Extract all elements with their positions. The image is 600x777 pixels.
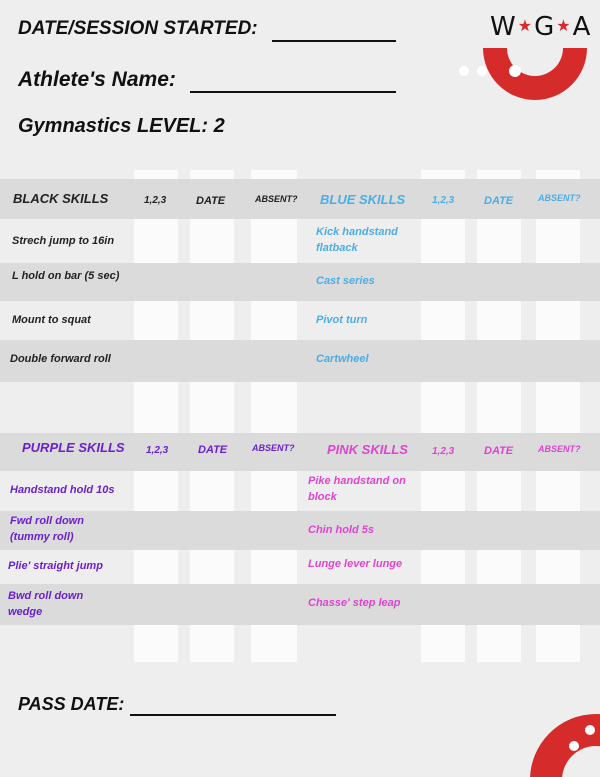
purple-skills-title: PURPLE SKILLS xyxy=(22,440,125,455)
date-session-label: DATE/SESSION STARTED: xyxy=(18,18,258,39)
col-date-header: DATE xyxy=(484,445,514,457)
purple-skill-item: Bwd roll down wedge xyxy=(8,590,84,618)
date-session-field[interactable] xyxy=(272,40,396,42)
col-absent-header: ABSENT? xyxy=(538,444,581,454)
pass-date-field[interactable] xyxy=(130,714,336,716)
col-attempts-header: 1,2,3 xyxy=(432,446,455,457)
logo-ring-icon xyxy=(455,40,600,105)
pink-skill-item: Chasse' step leap xyxy=(308,597,401,609)
pink-skill-item: Pike handstand on block xyxy=(308,475,406,503)
blue-skills-title: BLUE SKILLS xyxy=(320,192,406,207)
athlete-name-field[interactable] xyxy=(190,91,396,93)
blue-skill-item: Kick handstand flatback xyxy=(316,226,398,254)
logo-letter-g: G xyxy=(534,12,556,42)
col-attempts-header: 1,2,3 xyxy=(432,195,455,206)
logo-letter-a: A xyxy=(572,12,592,42)
black-skill-item: Mount to squat xyxy=(12,314,91,326)
col-date-header: DATE xyxy=(484,195,514,207)
blue-skill-item: Cast series xyxy=(316,275,375,287)
pink-skill-item: Chin hold 5s xyxy=(308,524,374,536)
col-attempts-header: 1,2,3 xyxy=(144,195,167,206)
purple-skill-item: Fwd roll down (tummy roll) xyxy=(10,515,84,543)
purple-skill-item: Handstand hold 10s xyxy=(10,484,115,496)
corner-ring-icon xyxy=(528,712,600,777)
logo-star-icon: ★ xyxy=(517,16,534,35)
blue-skill-item: Pivot turn xyxy=(316,314,368,326)
logo-star-icon: ★ xyxy=(556,16,572,35)
blue-skill-item: Cartwheel xyxy=(316,353,369,365)
black-skill-item: Double forward roll xyxy=(10,353,111,365)
black-skills-title: BLACK SKILLS xyxy=(13,191,109,206)
col-date-header: DATE xyxy=(196,195,226,207)
purple-skill-item: Plie' straight jump xyxy=(8,560,103,572)
level-label: Gymnastics LEVEL: 2 xyxy=(18,115,225,137)
col-attempts-header: 1,2,3 xyxy=(146,445,169,456)
pink-skills-title: PINK SKILLS xyxy=(327,442,408,457)
col-absent-header: ABSENT? xyxy=(252,443,295,453)
wga-logo xyxy=(490,12,591,42)
black-skill-item: Strech jump to 16in xyxy=(12,235,115,247)
athlete-name-label: Athlete's Name: xyxy=(18,68,176,91)
col-absent-header: ABSENT? xyxy=(538,193,581,203)
col-date-header: DATE xyxy=(198,444,228,456)
pass-date-label: PASS DATE: xyxy=(18,694,125,714)
logo-letter-w: W xyxy=(490,12,517,42)
black-skill-item: L hold on bar (5 sec) xyxy=(12,270,120,282)
col-absent-header: ABSENT? xyxy=(255,194,298,204)
pink-skill-item: Lunge lever lunge xyxy=(308,558,403,570)
